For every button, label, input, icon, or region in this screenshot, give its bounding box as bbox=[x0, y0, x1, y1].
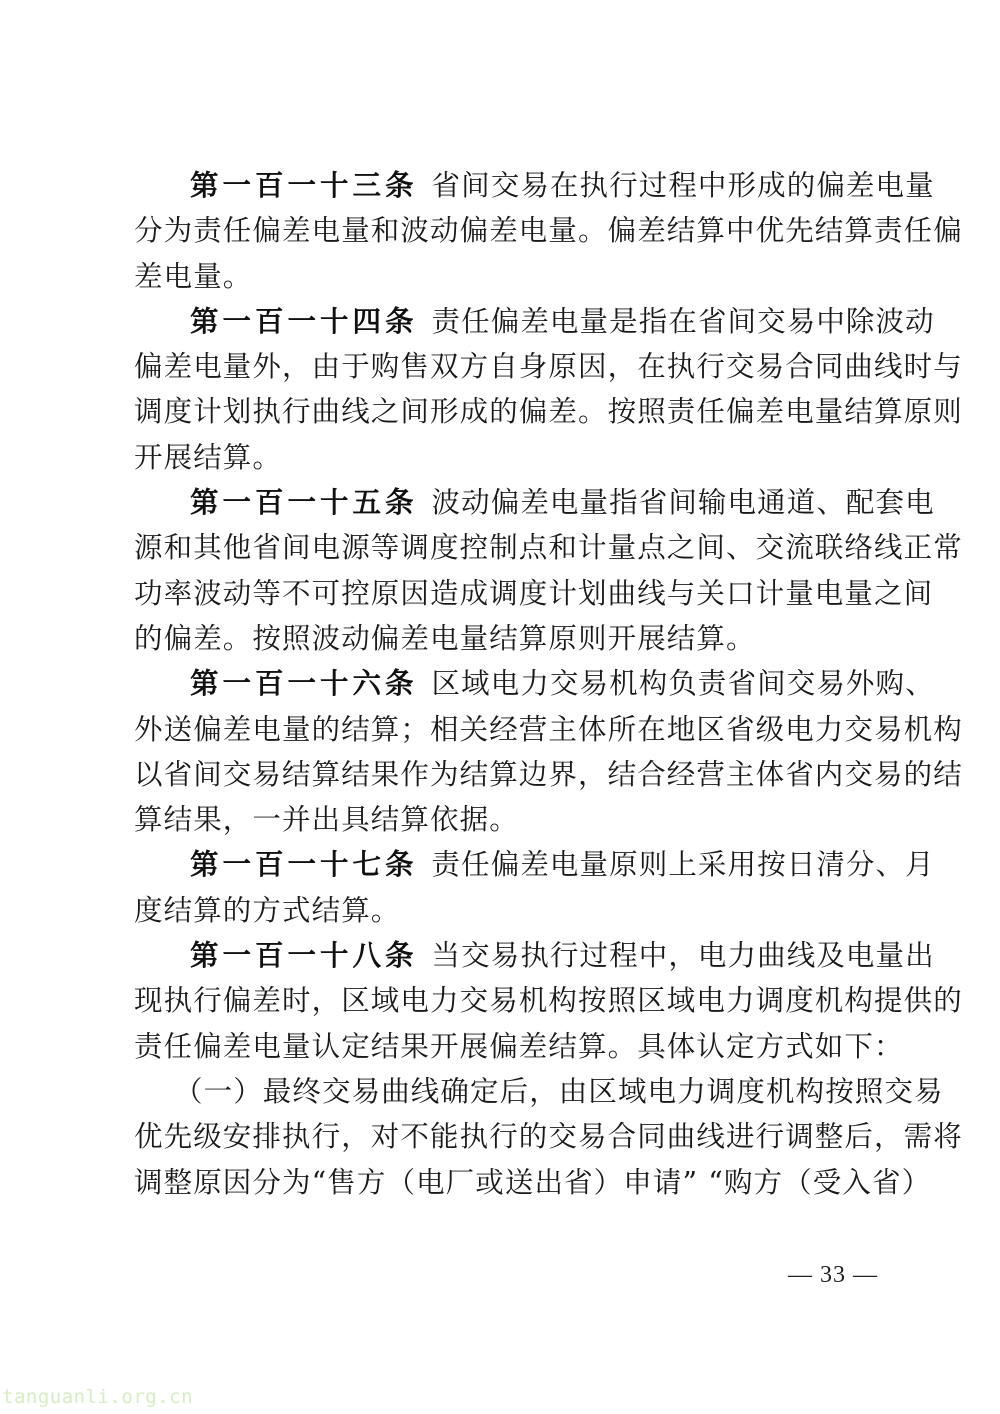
article-text: 省间交易在执行过程中形成的偏差电量 bbox=[431, 169, 935, 202]
article-text-line: 责任偏差电量认定结果开展偏差结算。具体认定方式如下： bbox=[134, 1029, 904, 1063]
article-text-line: 偏差电量外，由于购售双方自身原因，在执行交易合同曲线时与 bbox=[134, 350, 963, 384]
article-text-line: 以省间交易结算结果作为结算边界，结合经营主体省内交易的结 bbox=[134, 757, 963, 791]
article-117 bbox=[134, 842, 935, 933]
article-114 bbox=[134, 299, 963, 480]
article-first-line bbox=[134, 163, 935, 208]
article-number: 第一百一十七条 bbox=[190, 848, 418, 882]
article-text: 区域电力交易机构负责省间交易外购、 bbox=[431, 667, 935, 701]
page-number: — 33 — bbox=[788, 1262, 878, 1288]
article-text-line: 分为责任偏差电量和波动偏差电量。偏差结算中优先结算责任偏 bbox=[134, 214, 963, 248]
clause-text-line: 优先级安排执行，对不能执行的交易合同曲线进行调整后，需将 bbox=[134, 1120, 963, 1154]
clause-1 bbox=[134, 1069, 963, 1205]
article-number: 第一百一十四条 bbox=[190, 304, 418, 338]
article-first-line bbox=[134, 299, 935, 344]
watermark: tanguanli.org.cn bbox=[2, 1386, 194, 1408]
article-number: 第一百一十五条 bbox=[190, 486, 418, 520]
article-text-line: 调度计划执行曲线之间形成的偏差。按照责任偏差电量结算原则 bbox=[134, 395, 963, 429]
article-text-line: 外送偏差电量的结算；相关经营主体所在地区省级电力交易机构 bbox=[134, 712, 963, 746]
clause-text-line: 调整原因分为“售方（电厂或送出省）申请” “购方（受入省） bbox=[134, 1165, 932, 1199]
article-text: 波动偏差电量指省间输电通道、配套电 bbox=[431, 486, 935, 520]
document-body bbox=[134, 163, 963, 1205]
article-113 bbox=[134, 163, 963, 299]
article-text-line: 算结果，一并出具结算依据。 bbox=[134, 803, 519, 837]
article-number: 第一百一十八条 bbox=[190, 939, 418, 973]
article-number: 第一百一十六条 bbox=[190, 667, 418, 701]
article-first-line bbox=[134, 933, 935, 978]
article-118 bbox=[134, 933, 963, 1069]
article-text: 责任偏差电量是指在省间交易中除波动 bbox=[431, 304, 935, 338]
article-116 bbox=[134, 661, 963, 842]
article-text-line: 现执行偏差时，区域电力交易机构按照区域电力调度机构提供的 bbox=[134, 984, 963, 1018]
article-first-line bbox=[134, 842, 935, 887]
article-first-line bbox=[134, 661, 935, 706]
article-text: 责任偏差电量原则上采用按日清分、月 bbox=[431, 848, 935, 882]
clause-text-line: （一）最终交易曲线确定后，由区域电力调度机构按照交易 bbox=[174, 1074, 944, 1108]
article-text-line: 度结算的方式结算。 bbox=[134, 893, 401, 927]
article-115 bbox=[134, 480, 963, 661]
article-text-line: 差电量。 bbox=[134, 259, 253, 293]
article-number: 第一百一十三条 bbox=[190, 169, 418, 202]
article-text-line: 开展结算。 bbox=[134, 440, 283, 474]
article-text-line: 的偏差。按照波动偏差电量结算原则开展结算。 bbox=[134, 621, 756, 655]
article-first-line bbox=[134, 480, 935, 525]
article-text: 当交易执行过程中，电力曲线及电量出 bbox=[431, 939, 935, 973]
article-text-line: 源和其他省间电源等调度控制点和计量点之间、交流联络线正常 bbox=[134, 531, 963, 565]
article-text-line: 功率波动等不可控原因造成调度计划曲线与关口计量电量之间 bbox=[134, 576, 934, 610]
